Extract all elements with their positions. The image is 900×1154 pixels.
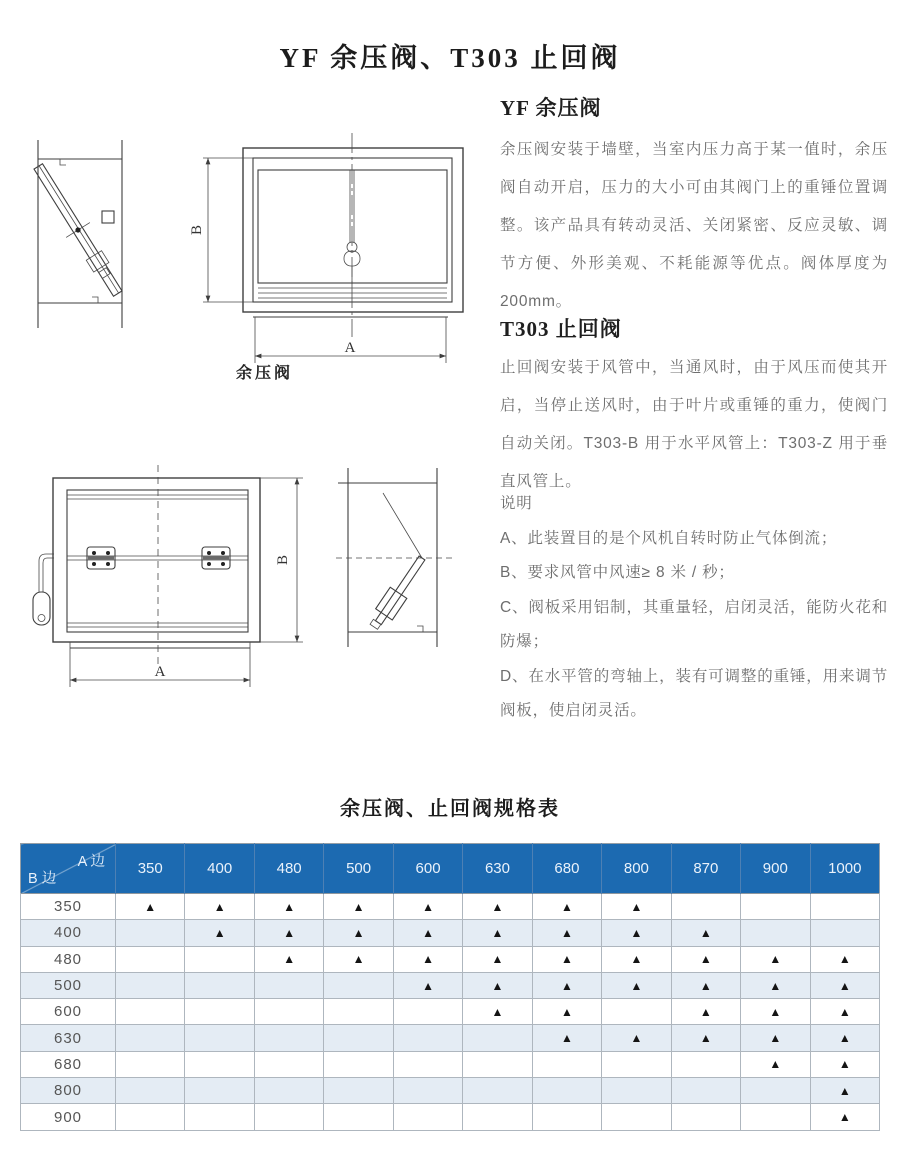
- yf-section-heading: YF 余压阀: [500, 96, 602, 120]
- spec-cell: [810, 920, 879, 946]
- table-row: [21, 972, 880, 998]
- spec-cell: [116, 946, 185, 972]
- yf-front-view-caption: 余压阀: [236, 365, 294, 382]
- t303-section-body: 止回阀安装于风管中，当通风时，由于风压而使其开启，当停止送风时，由于叶片或重锤的重力，使阀门自动关闭。T303-B 用于水平风管上：T303-Z 用于垂直风管上。: [500, 359, 888, 490]
- note-item-a: A、此装置目的是个风机自转时防止气体倒流；: [500, 529, 838, 547]
- spec-cell: [602, 1078, 671, 1104]
- page-title: YF 余压阀、T303 止回阀: [279, 43, 621, 73]
- spec-cell: [602, 999, 671, 1025]
- spec-cell: [185, 1104, 254, 1130]
- spec-cell: [810, 894, 879, 920]
- spec-cell: [671, 1051, 740, 1077]
- spec-cell-marked: ▲: [810, 1051, 879, 1077]
- spec-cell-marked: ▲: [532, 894, 601, 920]
- row-header: 900: [21, 1104, 116, 1130]
- spec-cell-marked: ▲: [463, 894, 532, 920]
- spec-cell-marked: ▲: [324, 894, 393, 920]
- spec-table: [20, 843, 880, 1131]
- row-header: 500: [21, 972, 116, 998]
- yf-side-view-drawing: [28, 138, 132, 330]
- spec-cell-marked: ▲: [602, 920, 671, 946]
- spec-cell-marked: ▲: [741, 1051, 810, 1077]
- spec-cell-marked: ▲: [532, 972, 601, 998]
- spec-cell: [254, 1104, 323, 1130]
- spec-cell: [254, 1025, 323, 1051]
- col-header: 680: [532, 844, 601, 894]
- spec-cell: [671, 894, 740, 920]
- note-item-d: D、在水平管的弯轴上，装有可调整的重锤，用来调节阀板，使启闭灵活。: [500, 667, 888, 719]
- spec-cell: [741, 894, 810, 920]
- corner-label-b: B 边: [28, 871, 57, 887]
- t303-front-view-drawing: [25, 455, 325, 700]
- spec-cell-marked: ▲: [532, 920, 601, 946]
- spec-cell: [393, 1051, 462, 1077]
- spec-cell-marked: ▲: [810, 1078, 879, 1104]
- spec-cell: [185, 946, 254, 972]
- spec-cell-marked: ▲: [393, 920, 462, 946]
- spec-cell: [324, 972, 393, 998]
- table-row: [21, 1104, 880, 1130]
- spec-cell: [116, 1104, 185, 1130]
- row-header: 680: [21, 1051, 116, 1077]
- note-item-b: B、要求风管中风速≥ 8 米 / 秒；: [500, 564, 735, 581]
- col-header: 600: [393, 844, 462, 894]
- spec-cell-marked: ▲: [463, 946, 532, 972]
- yf-section-body: 余压阀安装于墙壁，当室内压力高于某一值时，余压阀自动开启，压力的大小可由其阀门上的重锤位置调整。该产品具有转动灵活、关闭紧密、反应灵敏、调节方便、外形美观、不耗能源等优点。阀体厚度为 200mm。: [500, 141, 888, 310]
- dim-label-b: B: [189, 224, 205, 236]
- spec-cell-marked: ▲: [741, 1025, 810, 1051]
- spec-cell: [116, 1051, 185, 1077]
- col-header: 1000: [810, 844, 879, 894]
- spec-cell: [324, 1051, 393, 1077]
- corner-label-a: A 边: [77, 854, 105, 870]
- spec-cell-marked: ▲: [602, 972, 671, 998]
- spec-cell: [532, 1078, 601, 1104]
- row-header: 350: [21, 894, 116, 920]
- spec-cell: [393, 1104, 462, 1130]
- spec-cell: [116, 999, 185, 1025]
- col-header: 800: [602, 844, 671, 894]
- spec-cell-marked: ▲: [463, 999, 532, 1025]
- spec-cell: [116, 1025, 185, 1051]
- notes-section: [500, 487, 888, 729]
- spec-cell-marked: ▲: [254, 946, 323, 972]
- spec-cell: [463, 1104, 532, 1130]
- spec-cell-marked: ▲: [116, 894, 185, 920]
- spec-cell: [254, 1051, 323, 1077]
- spec-cell: [393, 1078, 462, 1104]
- spec-cell: [324, 1078, 393, 1104]
- corner-header-cell: [21, 844, 116, 894]
- spec-cell: [671, 1104, 740, 1130]
- spec-cell-marked: ▲: [532, 999, 601, 1025]
- table-row: [21, 1051, 880, 1077]
- table-row: [21, 920, 880, 946]
- spec-cell-marked: ▲: [463, 920, 532, 946]
- spec-cell-marked: ▲: [741, 972, 810, 998]
- spec-cell: [671, 1078, 740, 1104]
- spec-cell: [185, 972, 254, 998]
- spec-cell: [393, 999, 462, 1025]
- spec-cell-marked: ▲: [393, 946, 462, 972]
- spec-table-header-row: [21, 844, 880, 894]
- table-row: [21, 1025, 880, 1051]
- row-header: 630: [21, 1025, 116, 1051]
- col-header: 350: [116, 844, 185, 894]
- spec-cell: [185, 1051, 254, 1077]
- spec-cell-marked: ▲: [393, 894, 462, 920]
- spec-cell-marked: ▲: [185, 894, 254, 920]
- spec-cell-marked: ▲: [324, 920, 393, 946]
- col-header: 900: [741, 844, 810, 894]
- spec-cell-marked: ▲: [810, 999, 879, 1025]
- row-header: 800: [21, 1078, 116, 1104]
- spec-cell-marked: ▲: [671, 920, 740, 946]
- spec-cell: [463, 1078, 532, 1104]
- spec-cell-marked: ▲: [671, 972, 740, 998]
- spec-cell: [532, 1104, 601, 1130]
- spec-cell-marked: ▲: [671, 946, 740, 972]
- spec-cell: [532, 1051, 601, 1077]
- spec-cell-marked: ▲: [810, 946, 879, 972]
- spec-cell: [602, 1104, 671, 1130]
- spec-cell: [116, 1078, 185, 1104]
- spec-cell-marked: ▲: [463, 972, 532, 998]
- notes-heading: 说明: [500, 495, 533, 512]
- spec-cell: [741, 1078, 810, 1104]
- spec-cell-marked: ▲: [741, 999, 810, 1025]
- spec-cell: [324, 999, 393, 1025]
- dim-label-b: B: [275, 554, 291, 566]
- table-row: [21, 999, 880, 1025]
- spec-cell-marked: ▲: [532, 946, 601, 972]
- note-item-c: C、阀板采用铝制，其重量轻，启闭灵活，能防火花和防爆；: [500, 598, 888, 650]
- spec-cell: [463, 1051, 532, 1077]
- spec-cell: [393, 1025, 462, 1051]
- dim-label-a: A: [344, 340, 356, 356]
- spec-cell-marked: ▲: [741, 946, 810, 972]
- table-row: [21, 894, 880, 920]
- row-header: 600: [21, 999, 116, 1025]
- spec-cell: [602, 1051, 671, 1077]
- spec-cell: [254, 972, 323, 998]
- spec-cell: [185, 1025, 254, 1051]
- spec-cell-marked: ▲: [393, 972, 462, 998]
- spec-cell: [254, 1078, 323, 1104]
- spec-cell: [116, 972, 185, 998]
- spec-table-body: [21, 894, 880, 1131]
- col-header: 630: [463, 844, 532, 894]
- spec-cell: [324, 1104, 393, 1130]
- spec-cell-marked: ▲: [185, 920, 254, 946]
- spec-cell-marked: ▲: [602, 946, 671, 972]
- t303-side-view-drawing: [335, 460, 460, 655]
- t303-section-heading: T303 止回阀: [500, 317, 622, 341]
- spec-cell-marked: ▲: [254, 894, 323, 920]
- spec-cell-marked: ▲: [810, 1025, 879, 1051]
- col-header: 870: [671, 844, 740, 894]
- spec-cell-marked: ▲: [254, 920, 323, 946]
- col-header: 400: [185, 844, 254, 894]
- col-header: 480: [254, 844, 323, 894]
- spec-cell: [185, 999, 254, 1025]
- spec-cell-marked: ▲: [810, 972, 879, 998]
- spec-cell-marked: ▲: [810, 1104, 879, 1130]
- spec-cell-marked: ▲: [532, 1025, 601, 1051]
- table-row: [21, 946, 880, 972]
- yf-front-view-drawing: [183, 125, 485, 391]
- spec-cell: [254, 999, 323, 1025]
- spec-cell: [324, 1025, 393, 1051]
- spec-cell-marked: ▲: [602, 894, 671, 920]
- spec-cell: [463, 1025, 532, 1051]
- table-row: [21, 1078, 880, 1104]
- dim-label-a: A: [154, 664, 166, 680]
- row-header: 400: [21, 920, 116, 946]
- spec-cell-marked: ▲: [602, 1025, 671, 1051]
- spec-table-title: 余压阀、止回阀规格表: [340, 798, 560, 820]
- spec-cell-marked: ▲: [671, 1025, 740, 1051]
- spec-cell-marked: ▲: [671, 999, 740, 1025]
- spec-cell-marked: ▲: [324, 946, 393, 972]
- col-header: 500: [324, 844, 393, 894]
- spec-cell: [116, 920, 185, 946]
- row-header: 480: [21, 946, 116, 972]
- spec-cell: [185, 1078, 254, 1104]
- spec-cell: [741, 1104, 810, 1130]
- spec-cell: [741, 920, 810, 946]
